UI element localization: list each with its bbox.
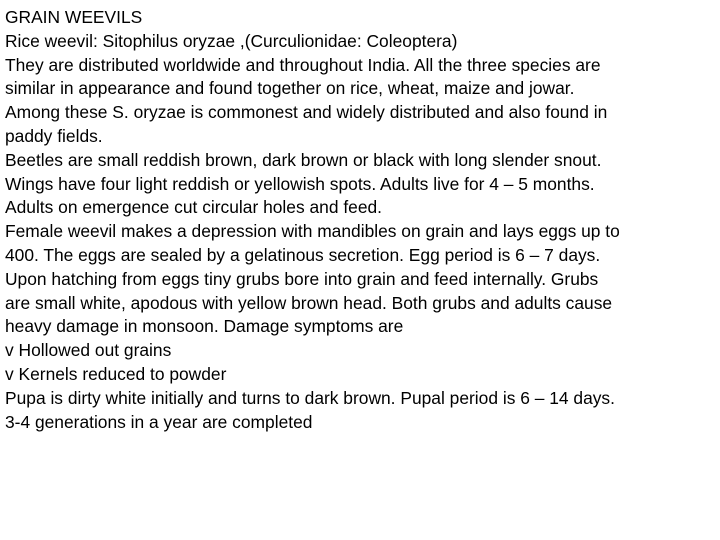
text-line: Beetles are small reddish brown, dark brown or black with long slender snout.	[5, 149, 602, 170]
text-line: paddy fields.	[5, 125, 103, 146]
species-heading: Rice weevil: Sitophilus oryzae ,(Curculionidae: Coleoptera)	[5, 30, 458, 51]
document-body	[5, 6, 717, 434]
text-line: are small white, apodous with yellow brown head. Both grubs and adults cause	[5, 292, 613, 313]
text-line: heavy damage in monsoon. Damage symptoms are	[5, 316, 404, 337]
text-line: 400. The eggs are sealed by a gelatinous secretion. Egg period is 6 – 7 days.	[5, 244, 601, 265]
text-line: Adults on emergence cut circular holes and feed.	[5, 197, 383, 218]
symptom-bullet: v Hollowed out grains	[5, 340, 172, 361]
text-line: 3-4 generations in a year are completed	[5, 411, 313, 432]
text-line: Wings have four light reddish or yellowish spots. Adults live for 4 – 5 months.	[5, 173, 595, 194]
text-line: similar in appearance and found together on rice, wheat, maize and jowar.	[5, 78, 575, 99]
document-title: GRAIN WEEVILS	[5, 7, 143, 27]
symptom-bullet: v Kernels reduced to powder	[5, 363, 227, 384]
text-line: They are distributed worldwide and throughout India. All the three species are	[5, 54, 601, 75]
text-line: Among these S. oryzae is commonest and widely distributed and also found in	[5, 102, 608, 123]
text-line: Pupa is dirty white initially and turns to dark brown. Pupal period is 6 – 14 days.	[5, 387, 615, 408]
text-line: Female weevil makes a depression with mandibles on grain and lays eggs up to	[5, 221, 620, 242]
text-line: Upon hatching from eggs tiny grubs bore into grain and feed internally. Grubs	[5, 268, 599, 289]
